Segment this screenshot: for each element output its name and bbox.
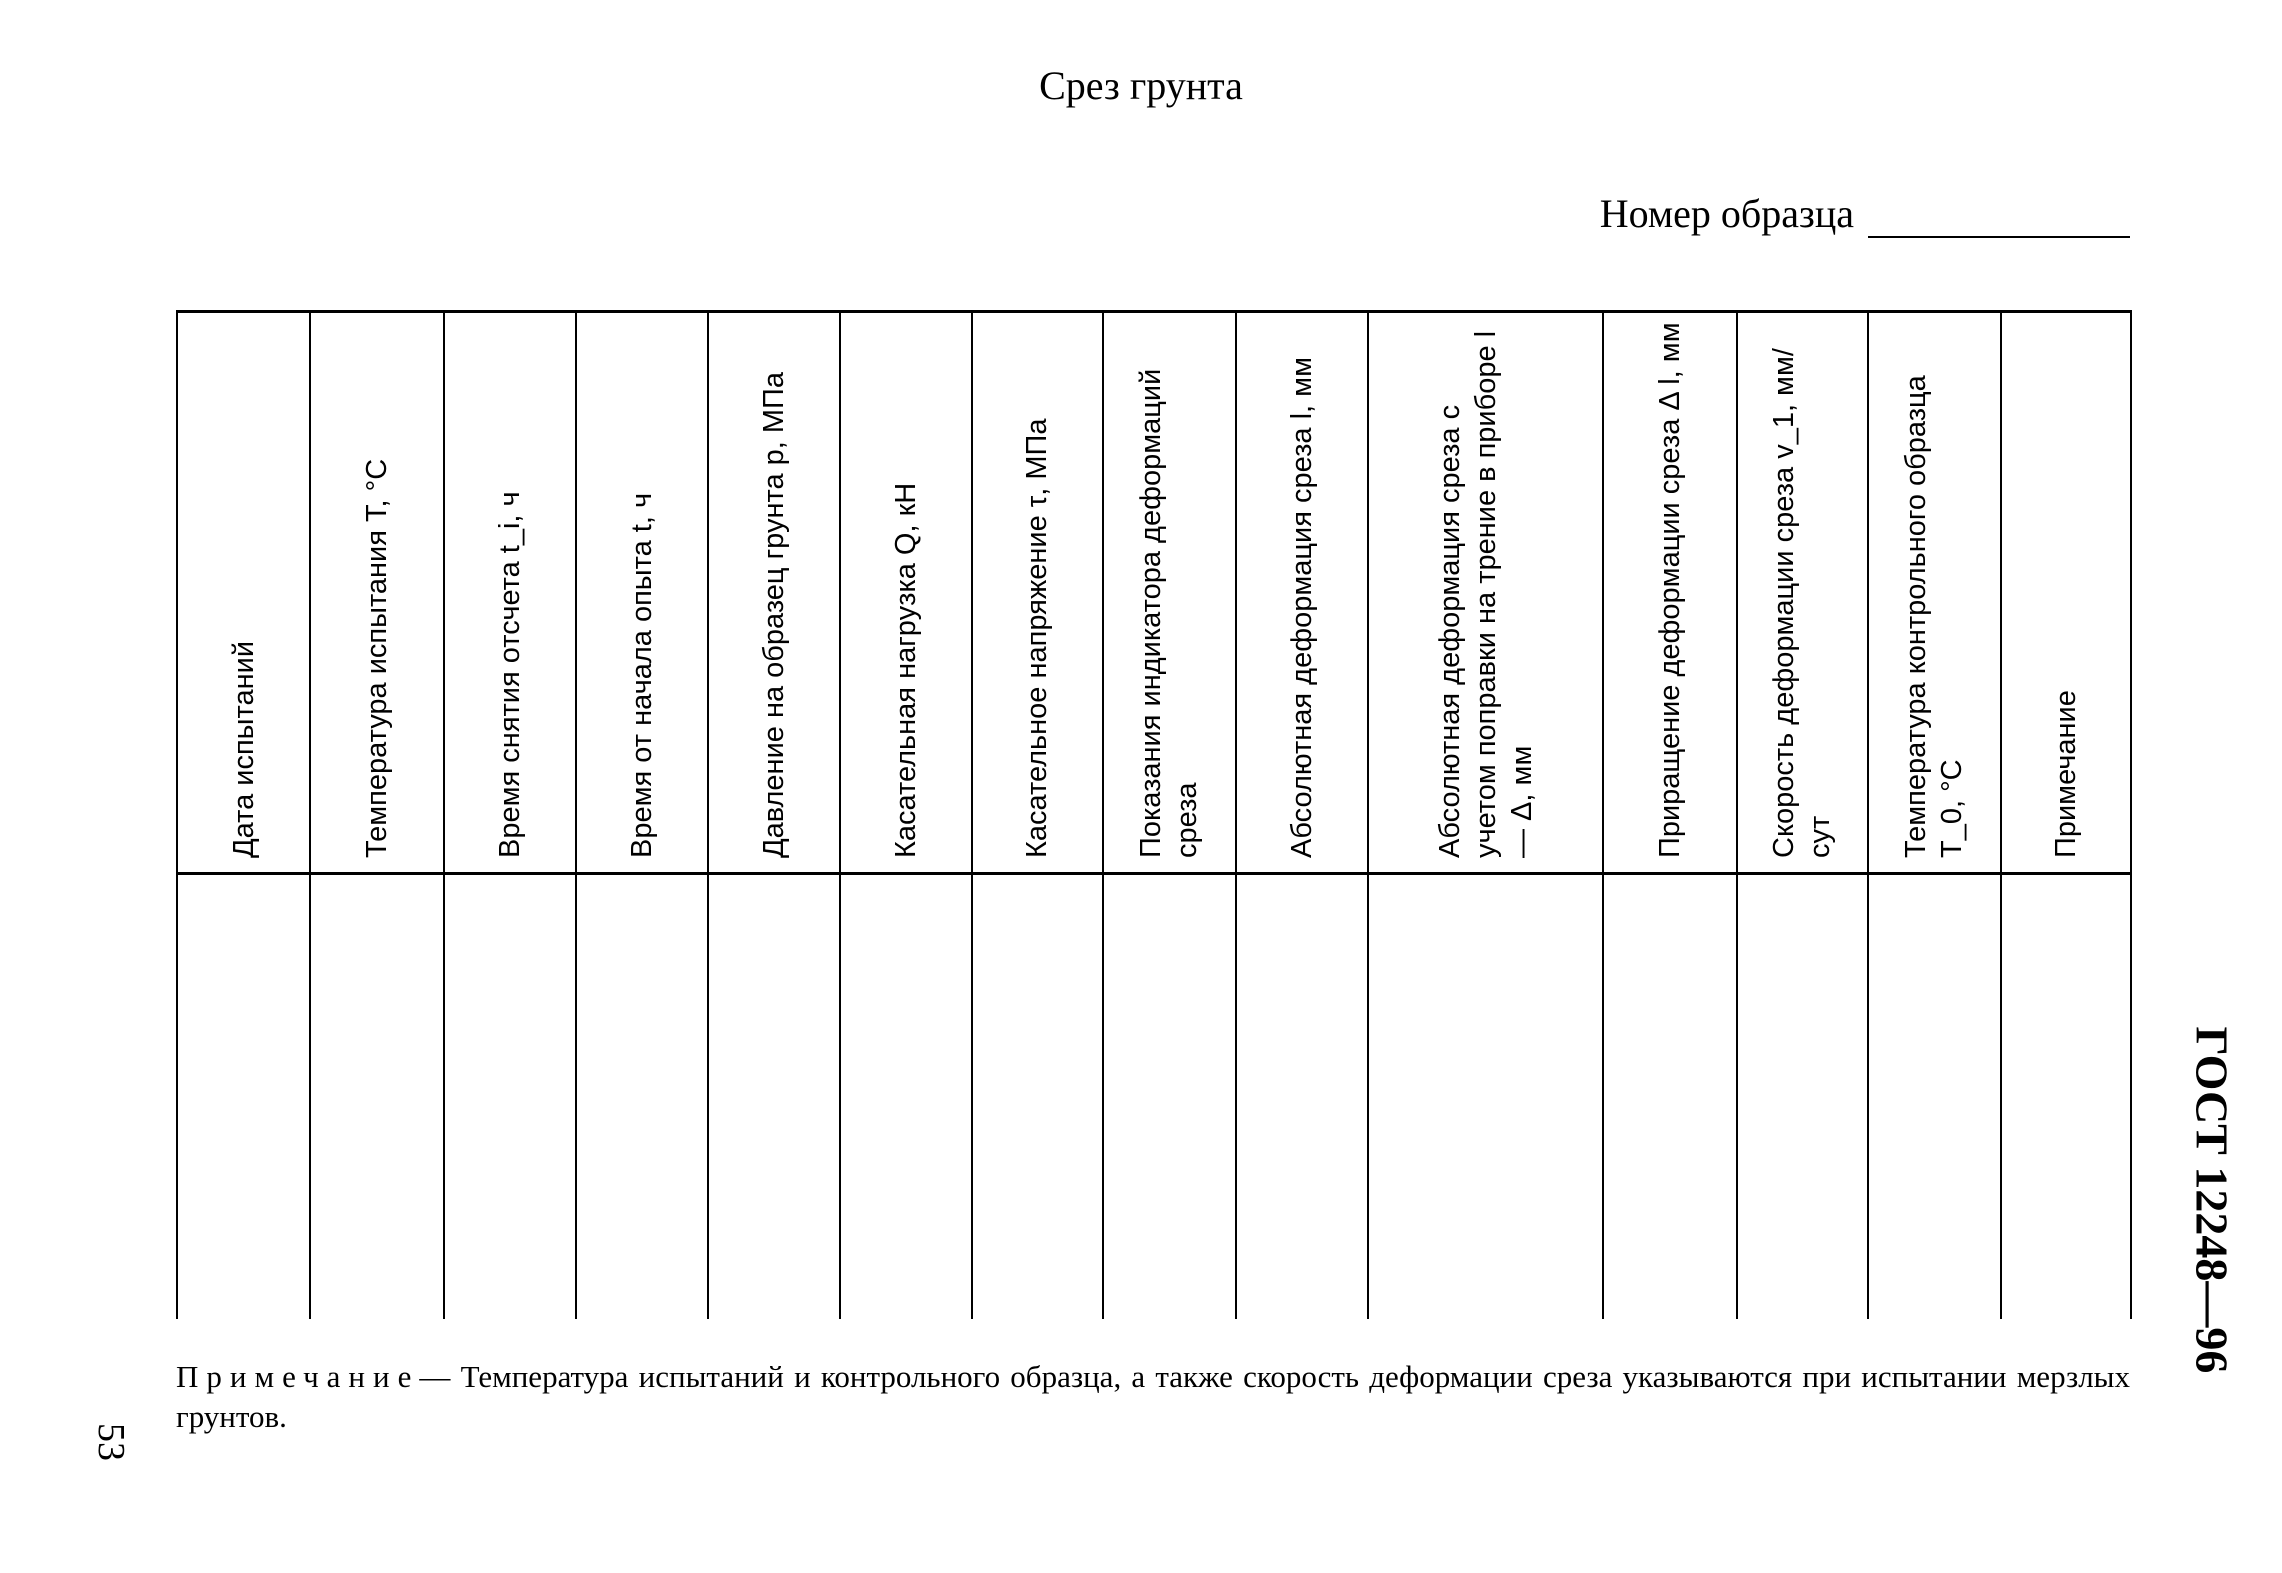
column-header [2002,313,2130,875]
column-header-text: Примечание [2049,690,2082,858]
column-header-text: Показания индикатора деформаций среза [1135,368,1204,858]
table-cell [1604,875,1735,1319]
note-prefix: Примечание [176,1359,420,1394]
table-cell [973,875,1102,1319]
standard-code: ГОСТ 12248—96 [2186,1026,2238,1374]
table-column [973,313,1104,1319]
column-header [1104,313,1234,875]
sample-number-label: Номер образца [1599,191,1854,236]
table-cell [1104,875,1234,1319]
column-header-text: Время снятия отсчета t_i, ч [494,491,527,858]
table-column [1738,313,1869,1319]
column-header [709,313,839,875]
table-column [577,313,708,1319]
table-column [1369,313,1604,1319]
table-note [176,1357,2130,1437]
table-column [178,313,311,1319]
table-column [2002,313,2132,1319]
column-header-text: Время от начала опыта t, ч [626,492,659,858]
column-header [577,313,706,875]
column-header [973,313,1102,875]
table-cell [178,875,309,1319]
table-cell [709,875,839,1319]
table-column [709,313,841,1319]
table-column [311,313,444,1319]
table-cell [1869,875,1999,1319]
page-number: 53 [90,1423,132,1461]
page-title: Срез грунта [1039,63,1243,108]
column-header-text: Абсолютная деформация среза с учетом поправки на трение в приборе l — Δ, мм [1433,330,1538,858]
table-column [841,313,972,1319]
column-header [445,313,575,875]
column-header [841,313,970,875]
column-header-text: Скорость деформации среза v_1, мм/сут [1768,348,1837,858]
table-cell [1738,875,1867,1319]
shear-test-table [176,310,2132,1319]
column-header-text: Температура контрольного образца T_0, °C [1900,375,1969,858]
column-header-text: Касательная нагрузка Q, кН [890,482,923,858]
column-header [1237,313,1367,875]
table-cell [311,875,442,1319]
table-cell [841,875,970,1319]
column-header [178,313,309,875]
column-header-text: Касательное напряжение τ, МПа [1021,418,1054,858]
table-cell [1237,875,1367,1319]
column-header [1604,313,1735,875]
column-header-text: Абсолютная деформация среза l, мм [1285,356,1318,858]
sample-number-field [1600,190,2130,238]
column-header [1869,313,1999,875]
table-cell [577,875,706,1319]
column-header [1369,313,1602,875]
column-header [1738,313,1867,875]
table-column [445,313,577,1319]
table-cell [2002,875,2130,1319]
table-column [1604,313,1737,1319]
column-header [311,313,442,875]
column-header-text: Дата испытаний [227,640,260,858]
column-header-text: Температура испытания T, °C [361,458,394,858]
note-text: — Температура испытаний и контрольного образца, а также скорость деформации среза указываются при испытании мерзлых грунтов. [176,1359,2130,1434]
column-header-text: Давление на образец грунта p, МПа [758,371,791,858]
table-column [1869,313,2001,1319]
table-column [1104,313,1236,1319]
column-header-text: Приращение деформации среза Δ l, мм [1653,322,1686,858]
sample-number-blank [1868,200,2130,238]
table-column [1237,313,1369,1319]
table-cell [1369,875,1602,1319]
table-cell [445,875,575,1319]
